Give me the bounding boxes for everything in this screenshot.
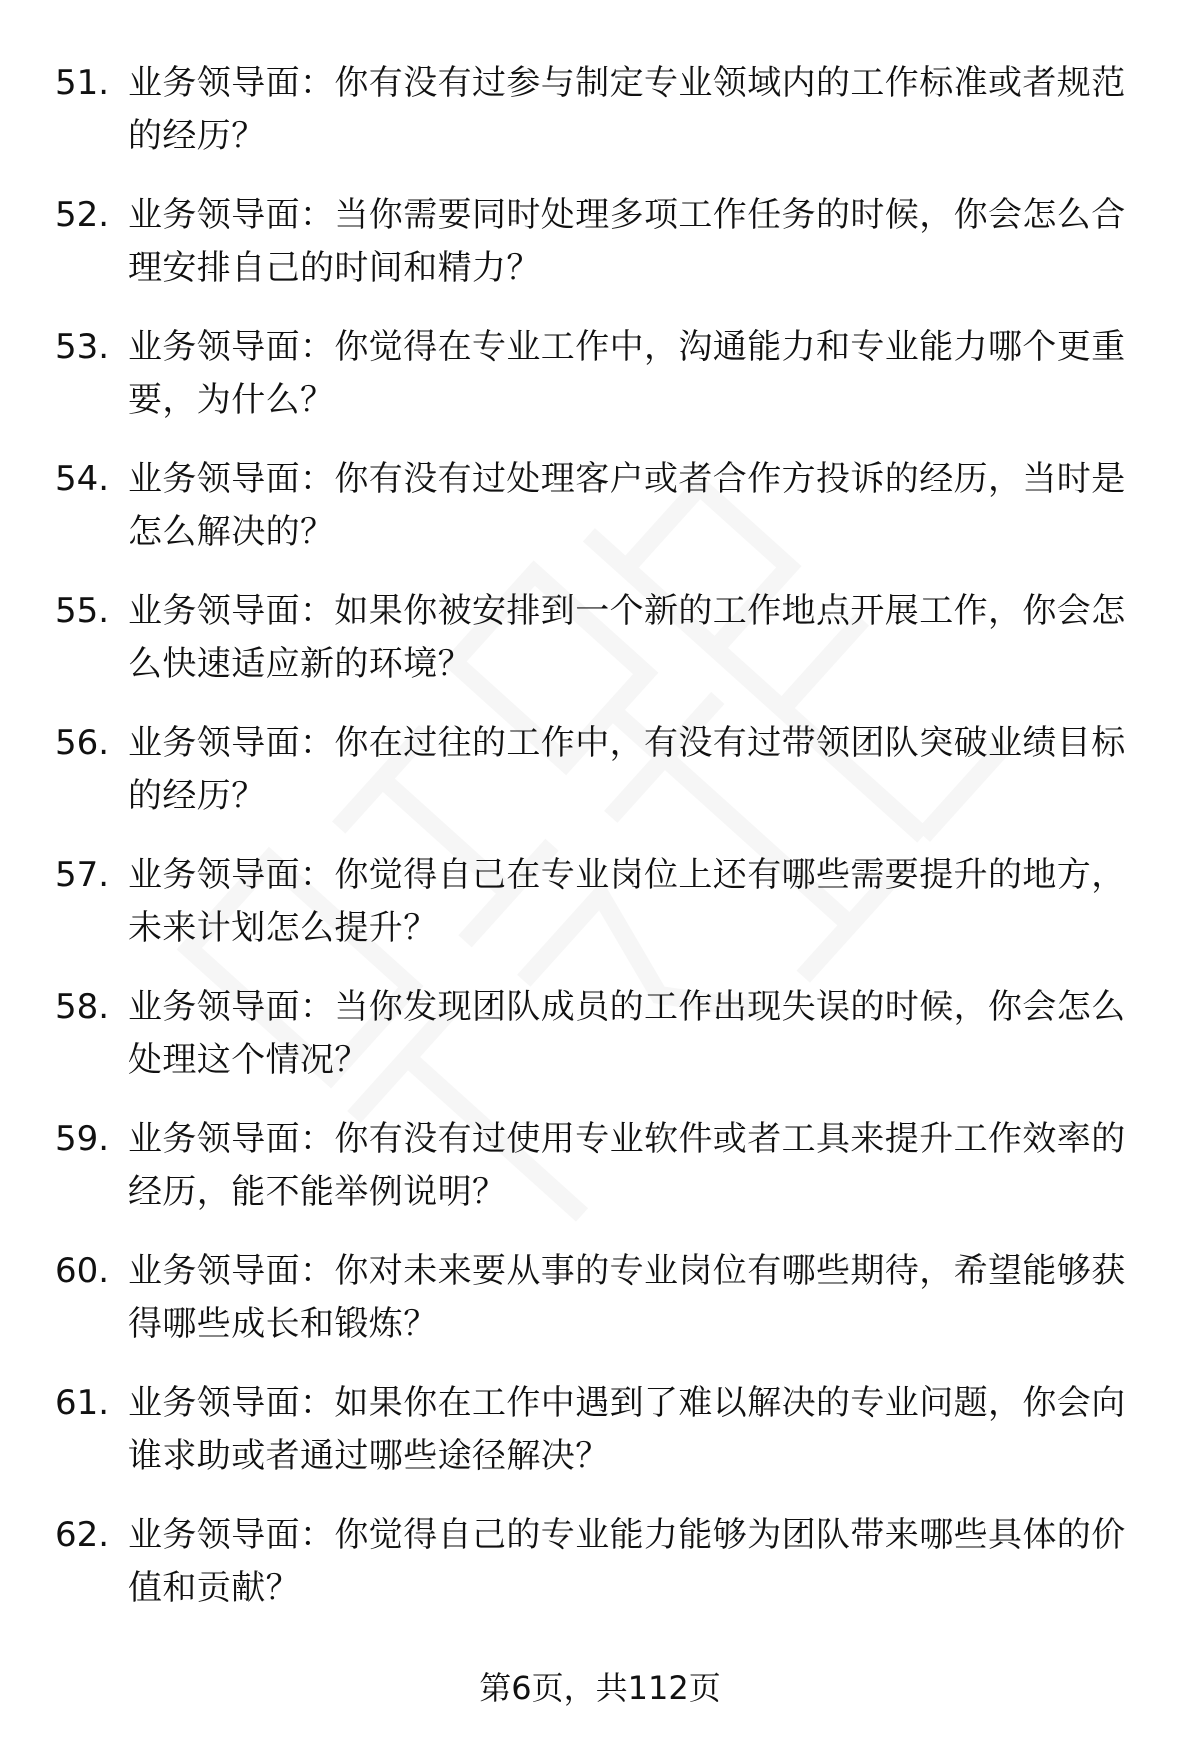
question-number: 54. [55,459,110,499]
list-item [55,849,1145,981]
question-number: 56. [55,723,110,763]
question-number: 52. [55,195,110,235]
list-item [55,57,1145,189]
list-item [55,1509,1145,1641]
question-number: 60. [55,1251,110,1291]
list-item [55,717,1145,849]
list-item [55,453,1145,585]
list-item [55,1245,1145,1377]
question-text: 业务领导面：你觉得自己的专业能力能够为团队带来哪些具体的价值和贡献？ [128,1515,1126,1608]
question-text: 业务领导面：你有没有过使用专业软件或者工具来提升工作效率的经历，能不能举例说明？ [128,1119,1126,1212]
list-item [55,585,1145,717]
question-text: 业务领导面：当你需要同时处理多项工作任务的时候，你会怎么合理安排自己的时间和精力？ [128,195,1126,288]
question-text: 业务领导面：你对未来要从事的专业岗位有哪些期待，希望能够获得哪些成长和锻炼？ [128,1251,1126,1344]
question-number: 59. [55,1119,110,1159]
question-number: 58. [55,987,110,1027]
list-item [55,981,1145,1113]
question-number: 55. [55,591,110,631]
question-text: 业务领导面：当你发现团队成员的工作出现失误的时候，你会怎么处理这个情况？ [128,987,1126,1080]
list-item [55,1113,1145,1245]
list-item [55,1377,1145,1509]
question-number: 62. [55,1515,110,1555]
question-text: 业务领导面：你有没有过参与制定专业领域内的工作标准或者规范的经历？ [128,63,1126,156]
page-number-footer: 第6页，共112页 [479,1669,721,1707]
question-text: 业务领导面：如果你被安排到一个新的工作地点开展工作，你会怎么快速适应新的环境？ [128,591,1126,684]
list-item [55,321,1145,453]
question-text: 业务领导面：你觉得在专业工作中，沟通能力和专业能力哪个更重要，为什么？ [128,327,1126,420]
question-list [55,57,1145,1641]
question-number: 57. [55,855,110,895]
question-number: 51. [55,63,110,103]
question-text: 业务领导面：你有没有过处理客户或者合作方投诉的经历，当时是怎么解决的？ [128,459,1126,552]
question-text: 业务领导面：如果你在工作中遇到了难以解决的专业问题，你会向谁求助或者通过哪些途径解决？ [128,1383,1126,1476]
question-number: 61. [55,1383,110,1423]
question-number: 53. [55,327,110,367]
question-text: 业务领导面：你觉得自己在专业岗位上还有哪些需要提升的地方，未来计划怎么提升？ [128,855,1126,948]
list-item [55,189,1145,321]
question-text: 业务领导面：你在过往的工作中，有没有过带领团队突破业绩目标的经历？ [128,723,1126,816]
